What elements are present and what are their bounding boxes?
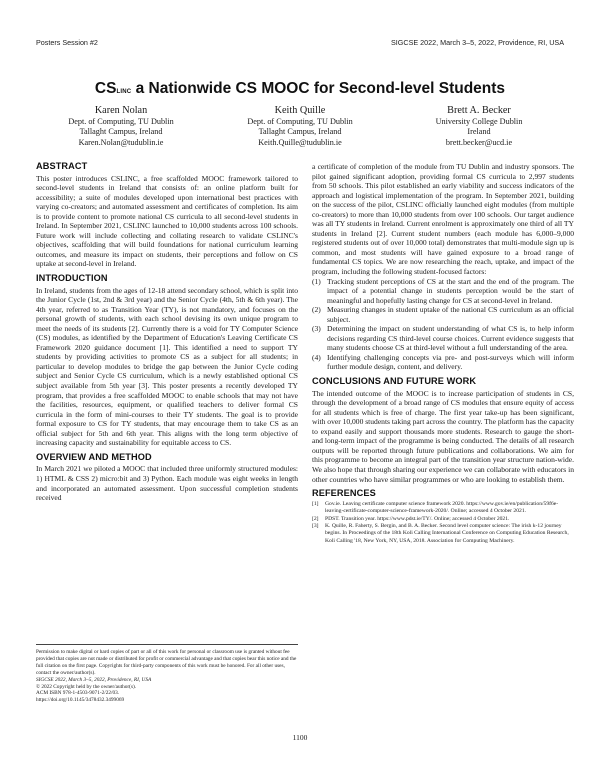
- running-header-right: SIGCSE 2022, March 3–5, 2022, Providence, RI, USA: [391, 38, 564, 47]
- copyright-text: © 2022 Copyright held by the owner/author(s).: [36, 683, 137, 690]
- reference-text: PDST. Transition year. https://www.pdst.ie/TY/. Online; accessed 4 October 2021.: [325, 515, 510, 522]
- title-rest: a Nationwide CS MOOC for Second-level Students: [131, 80, 506, 97]
- reference-item: [312, 516, 574, 523]
- list-text: Identifying challenging concepts via pre- and post-surveys which will inform further module design, content, and delivery.: [327, 352, 574, 372]
- list-number: (2): [312, 305, 321, 315]
- author-dept: University College Dublin: [435, 117, 523, 126]
- author-block: [36, 104, 564, 154]
- running-header-left: Posters Session #2: [36, 38, 98, 47]
- reference-item: [312, 523, 574, 545]
- introduction-text: In Ireland, students from the ages of 12-18 attend secondary school, which is split into the Junior Cycle (1st, 2nd & 3rd year) and the Senior Cycle (4th, 5th & 6th year). The 4th year, referred to as Transition Year (TY), is not mandatory, and focuses on the personal growth of students, with each school devising its own unique program to meet the needs of its students [2]. Currently there is a void for TY Computer Science (CS) modules, as identified by the Department of Education's Leaving Certificate CS Framework 2020 guidance document [1]. This identified a need to support TY students by providing activities to promote CS as a subject for all students; in particular to develop modules to bridge the gap between the Junior Cycle coding subject and Senior Cycle CS curriculum, which is a newly established optional CS subject available from 5th year [3]. This poster presents a recently developed TY program, that provides a free scaffolded MOOC to enable schools that may not have the facilities, resources, equipment, or qualified teachers to deliver formal CS curricula in the form of mini-courses to their TY students. The goal is to provide formal exposure to CS for TY students, that may encourage them to take CS as an official subject for 5th and 6th year. This aligns with the long term objective of increasing capacity and sustainability for equitable access to CS.: [36, 285, 298, 448]
- reference-number: [1]: [312, 500, 319, 507]
- reference-number: [3]: [312, 523, 319, 530]
- list-text: Determining the impact on student understanding of what CS is, to help inform decisions regarding CS third-level course choices. Current evidence suggests that many students choose CS at third-level without a full understanding of the area.: [327, 324, 574, 353]
- factor-list: [312, 277, 574, 372]
- abstract-heading: ABSTRACT: [36, 161, 88, 171]
- list-number: (3): [312, 324, 321, 334]
- list-text: Tracking student perceptions of CS at the start and the end of the program. The impact of a potential change in students perception would be the start of meaningful and hopefully lasting change for CS at second-level in Ireland.: [327, 276, 574, 305]
- right-column: [312, 162, 574, 545]
- reference-text: Gov.ie. Leaving certificate computer science framework 2020. https://www.gov.ie/en/publication/59f6e-leaving-certificate-computer-science-framework-2020/. Online; accessed 4 October 2021.: [325, 500, 559, 514]
- list-number: (1): [312, 276, 321, 286]
- reference-item: [312, 501, 574, 515]
- author-email: Keith.Quille@tudublin.ie: [258, 137, 342, 147]
- author-1: [36, 104, 206, 148]
- list-item: [312, 353, 574, 372]
- doi-link[interactable]: https://doi.org/10.1145/3478432.3499069: [36, 697, 125, 704]
- list-item: [312, 277, 574, 306]
- overview-continued-text: a certificate of completion of the module from TU Dublin and industry sponsors. The pilot gained significant adoption, providing formal CS curricula to 2,997 students from 50 schools. This pilot established an early viability and success indicators of the approach and logistical implementation of the program. In September 2021, building on the success of the pilot, CSLINC officially launched eight modules (from multiple co-creators) to more than 10,000 students from over 100 schools. Our target audience was all TY students in Ireland. Current enrolment is approximately one third of all TY students in Ireland [2]. Current student numbers (each module has 6,000–9,000 registered students out of over 10,000 total) demonstrates that multi-module sign up is common, and most students will have gained exposure to a broad range of fundamental CS topics. We are now researching the reach, uptake, and impact of the program, including the following student-focused factors:: [312, 162, 574, 277]
- reference-list: [312, 501, 574, 545]
- overview-heading: OVERVIEW AND METHOD: [36, 451, 152, 462]
- conclusions-heading: CONCLUSIONS AND FUTURE WORK: [312, 376, 477, 387]
- left-column: [36, 162, 298, 503]
- paper-title: [0, 80, 600, 98]
- title-prefix: CS: [94, 80, 117, 97]
- author-name: Brett A. Becker: [447, 105, 511, 116]
- list-item: [312, 324, 574, 353]
- reference-text: K. Quille, R. Faherty, S. Bergin, and B. A. Becker. Second level computer science: The irish k-12 journey begins. In Proceedings of the 18th Koli Calling International Conference on Computing Education Research, Koli Calling '18, New York, NY, USA, 2018. Association for Computing Machinery.: [325, 523, 569, 544]
- introduction-heading: INTRODUCTION: [36, 273, 108, 284]
- copyright-footnote: [36, 644, 298, 704]
- author-inst: Ireland: [467, 127, 491, 137]
- author-dept: Dept. of Computing, TU Dublin: [68, 117, 174, 126]
- list-item: [312, 305, 574, 324]
- permission-text: Permission to make digital or hard copies of part or all of this work for personal or classroom use is granted without fee provided that copies are not made or distributed for profit or commercial advantage and that copies bear this notice and the full citation on the first page. Copyrights for third-party components of this work must be honored. For all other uses, contact the owner/author(s).: [36, 649, 297, 676]
- author-inst: Tallaght Campus, Ireland: [79, 127, 163, 137]
- author-3: [394, 104, 564, 148]
- page-number: 1100: [292, 733, 308, 742]
- list-number: (4): [312, 352, 321, 362]
- author-inst: Tallaght Campus, Ireland: [258, 127, 342, 137]
- footnote-rule: [36, 644, 298, 645]
- author-name: Keith Quille: [274, 105, 326, 116]
- reference-number: [2]: [312, 515, 319, 522]
- conclusions-text: The intended outcome of the MOOC is to increase participation of students in CS, through the development of a broad range of CS modules that ensure equity of access for all students which is free of charge. The first year take-up has been significant, with over 10,000 students taking part across the country. The platform has the capacity to expand easily and support thousands more students. Research to gauge the short- and long-term impact of the programme is being conducted. The details of all research outputs will be reported through future publications and collaborations. We aim for this programme to become an integral part of the transition year structure nation-wide. We also hope that through sharing our experience we can collaborate with educators in other countries who have similar programmes or who are looking to establish them.: [312, 388, 574, 484]
- author-email: brett.becker@ucd.ie: [445, 137, 513, 147]
- list-text: Measuring changes in student uptake of the national CS curriculum as an official subject.: [327, 305, 574, 324]
- overview-text: In March 2021 we piloted a MOOC that included three uniformly structured modules: 1) HTML & CSS 2) micro:bit and 3) Python. Each module was eight weeks in length and incorporated an automated assessment. Upon successful completion students received: [36, 464, 298, 503]
- abstract-text: This poster introduces CSLINC, a free scaffolded MOOC framework tailored to second-level students in Ireland that consists of: an online platform built for accessibility; a suite of modules developed upon international best practices with varying co-creators; and automated assessment and certificates of completion. Its aim is to provide content to promote national CS curricula to all second-level students in Ireland. In September 2021, CSLINC launched to 10,000 students across 100 schools. Future work will include collecting and collating research to validate CSLINC's objectives, scaffolding that will build foundations for national curriculum learning outcomes, and measure its impact on students, their perceptions and follow on CS uptake at second-level in Ireland.: [36, 173, 298, 269]
- venue-text: SIGCSE 2022, March 3–5, 2022, Providence, RI, USA: [36, 676, 152, 683]
- author-dept: Dept. of Computing, TU Dublin: [247, 117, 353, 126]
- references-heading: REFERENCES: [312, 488, 376, 499]
- author-2: [215, 104, 385, 148]
- author-email: Karen.Nolan@tudublin.ie: [78, 137, 164, 147]
- isbn-text: ACM ISBN 978-1-4503-9071-2/22/03.: [36, 690, 120, 697]
- author-name: Karen Nolan: [94, 105, 148, 116]
- title-smallcaps: linc: [116, 86, 132, 95]
